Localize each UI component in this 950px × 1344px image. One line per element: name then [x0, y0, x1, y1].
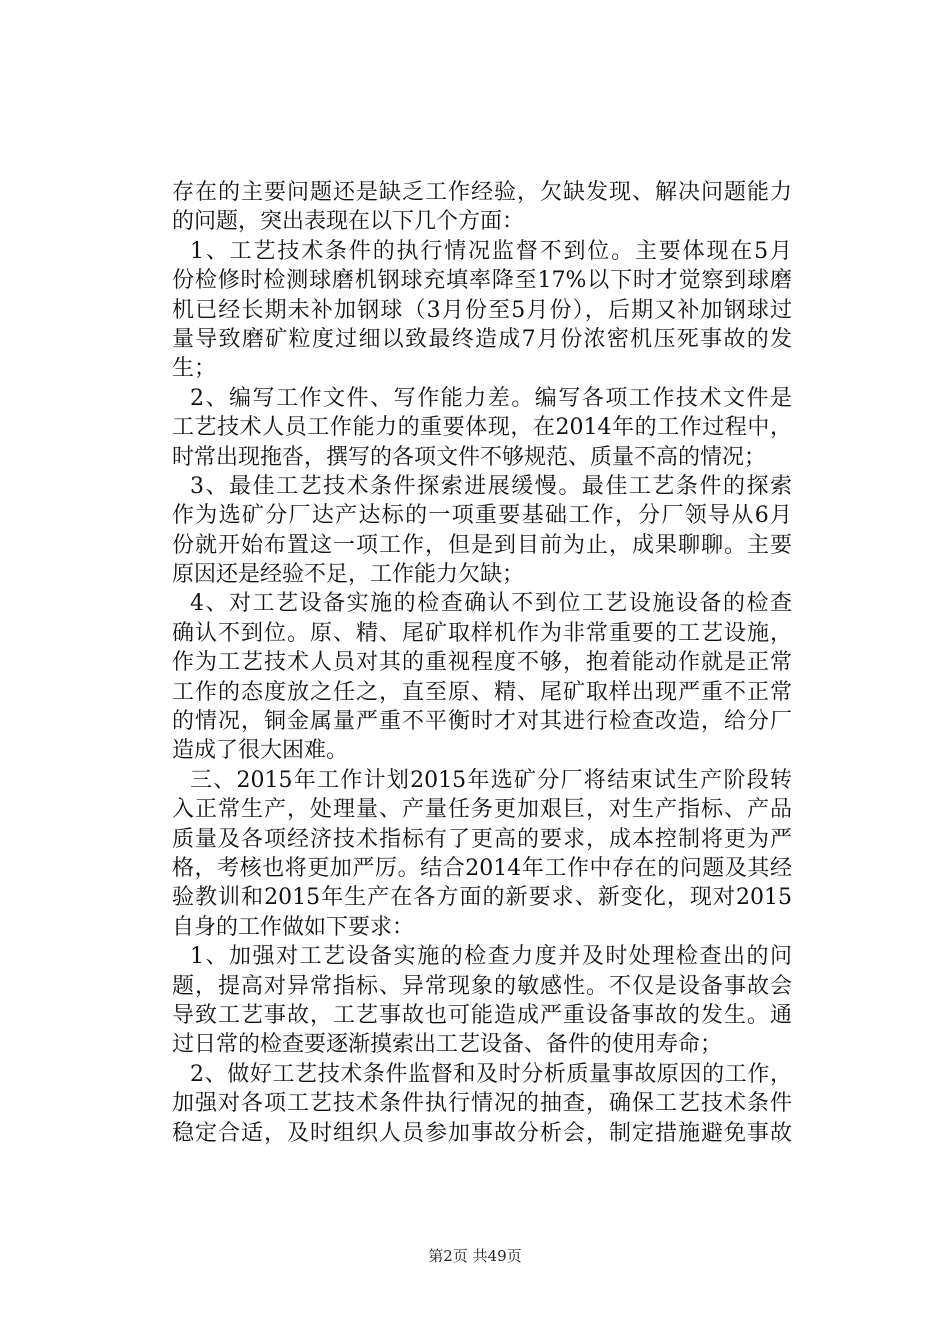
text-line: 三、2015年工作计划2015年选矿分厂将结束试生产阶段转 [190, 767, 792, 793]
text-line: 入正常生产，处理量、产量任务更加艰巨，对生产指标、产品 [172, 797, 792, 823]
text-line: 的情况，铜金属量严重不平衡时才对其进行检查改造，给分厂 [172, 709, 792, 735]
text-line: 3、最佳工艺技术条件探索进展缓慢。最佳工艺条件的探索 [190, 473, 792, 499]
text-line: 原因还是经验不足，工作能力欠缺； [172, 562, 525, 588]
document-body [172, 178, 792, 1148]
text-line: 作为选矿分厂达产达标的一项重要基础工作，分厂领导从6月 [172, 503, 792, 529]
text-line: 确认不到位。原、精、尾矿取样机作为非常重要的工艺设施， [172, 620, 792, 646]
text-line: 2、编写工作文件、写作能力差。编写各项工作技术文件是 [190, 385, 792, 411]
text-line: 质量及各项经济技术指标有了更高的要求，成本控制将更为严 [172, 826, 792, 852]
text-line: 1、工艺技术条件的执行情况监督不到位。主要体现在5月 [190, 238, 792, 264]
text-line: 2、做好工艺技术条件监督和及时分析质量事故原因的工作， [190, 1061, 792, 1087]
text-line: 生； [172, 356, 217, 382]
text-line: 导致工艺事故，工艺事故也可能造成严重设备事故的发生。通 [172, 1002, 792, 1028]
text-line: 存在的主要问题还是缺乏工作经验，欠缺发现、解决问题能力 [172, 180, 792, 205]
text-line: 过日常的检查要逐渐摸索出工艺设备、备件的使用寿命； [172, 1032, 723, 1058]
text-line: 份检修时检测球磨机钢球充填率降至17%以下时才觉察到球磨 [172, 268, 792, 294]
text-line: 作为工艺技术人员对其的重视程度不够，抱着能动作就是正常 [172, 650, 792, 676]
text-line: 造成了很大困难。 [172, 738, 349, 764]
text-line: 验教训和2015年生产在各方面的新要求、新变化，现对2015 [172, 885, 792, 911]
text-line: 工艺技术人员工作能力的重要体现，在2014年的工作过程中， [172, 415, 792, 441]
text-line: 1、加强对工艺设备实施的检查力度并及时处理检查出的问 [190, 944, 792, 970]
text-line: 的问题，突出表现在以下几个方面： [172, 209, 525, 235]
text-line: 份就开始布置这一项工作，但是到目前为止，成果聊聊。主要 [172, 532, 792, 558]
text-line: 格，考核也将更加严厉。结合2014年工作中存在的问题及其经 [172, 855, 792, 881]
page-number-footer: 第2页 共49页 [428, 1247, 522, 1265]
text-line: 稳定合适，及时组织人员参加事故分析会，制定措施避免事故 [172, 1120, 792, 1146]
text-line: 工作的态度放之任之，直至原、精、尾矿取样出现严重不正常 [172, 679, 792, 705]
text-line: 机已经长期未补加钢球（3月份至5月份），后期又补加钢球过 [172, 297, 792, 323]
text-line: 题，提高对异常指标、异常现象的敏感性。不仅是设备事故会 [172, 973, 792, 999]
text-line: 时常出现拖沓，撰写的各项文件不够规范、质量不高的情况； [172, 444, 767, 470]
text-line: 加强对各项工艺技术条件执行情况的抽查，确保工艺技术条件 [172, 1091, 792, 1117]
text-line: 自身的工作做如下要求： [172, 914, 415, 940]
text-line: 4、对工艺设备实施的检查确认不到位工艺设施设备的检查 [190, 591, 792, 617]
text-line: 量导致磨矿粒度过细以致最终造成7月份浓密机压死事故的发 [172, 326, 792, 352]
